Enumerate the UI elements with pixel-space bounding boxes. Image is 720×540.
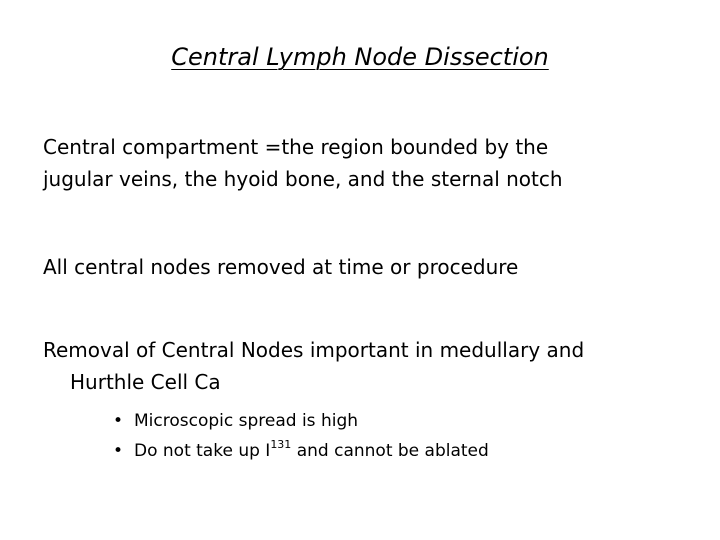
paragraph-line-indented: Hurthle Cell Ca [70,370,221,394]
bullet-item [113,436,489,466]
bullet-text: Microscopic spread is high [134,411,359,431]
paragraph-line: jugular veins, the hyoid bone, and the sternal notch [43,167,563,191]
isotope-superscript: 131 [270,438,292,452]
removal-importance-paragraph [43,334,584,398]
bullet-text [134,438,489,461]
central-nodes-paragraph: All central nodes removed at time or procedure [43,255,519,279]
slide-title: Central Lymph Node Dissection [171,43,549,71]
paragraph-line: Removal of Central Nodes important in medullary and [43,338,585,362]
bullet-dot-icon: • [113,411,124,431]
central-compartment-paragraph [43,131,563,195]
bullet-item [113,406,489,436]
bullet-dot-icon: • [113,441,124,461]
bullet-text-prefix: Do not take up I [134,441,271,461]
bullet-list [113,406,489,466]
bullet-text-suffix: and cannot be ablated [291,441,489,461]
paragraph-line: Central compartment =the region bounded by the [43,135,549,159]
